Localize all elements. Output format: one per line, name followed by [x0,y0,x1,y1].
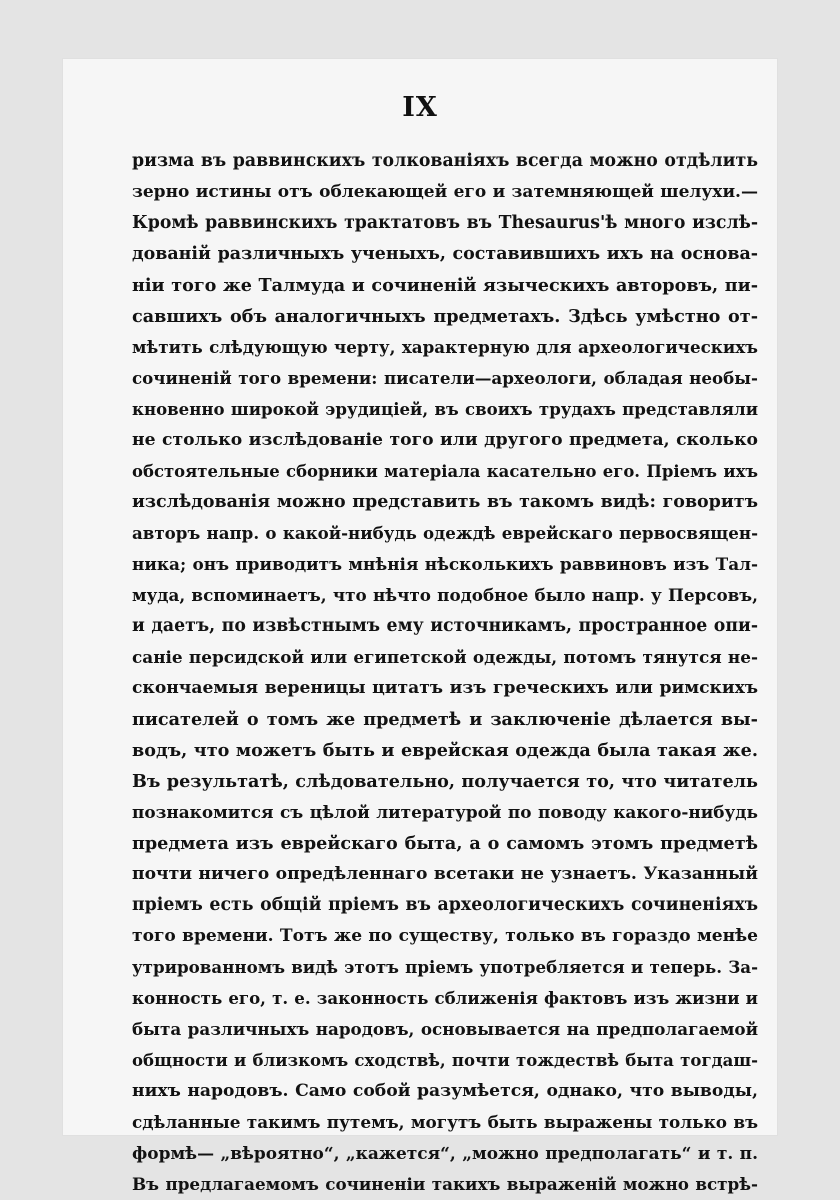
text-line: сдѣланные такимъ путемъ, могутъ быть выражены только въ [132,1112,758,1132]
text-line: ника; онъ приводитъ мнѣнія нѣсколькихъ раввиновъ изъ Тал- [132,554,758,574]
text-line: скончаемыя вереницы цитатъ изъ греческихъ или римскихъ [132,678,758,698]
text-line: мѣтить слѣдующую черту, характерную для археологическихъ [132,337,758,357]
text-line: того времени. Тотъ же по существу, только въ гораздо менѣе [132,926,758,946]
text-line: пріемъ есть общій пріемъ въ археологическихъ сочиненіяхъ [132,895,758,915]
text-line: ризма въ раввинскихъ толкованіяхъ всегда можно отдѣлить [132,151,758,171]
text-line: Въ результатѣ, слѣдовательно, получается то, что читатель [132,771,758,792]
text-line: кновенно широкой эрудиціей, въ своихъ трудахъ представляли [132,399,758,419]
text-line: быта различныхъ народовъ, основывается на предполагаемой [132,1019,758,1039]
text-line: сочиненій того времени: писатели—археологи, обладая необы- [132,368,758,388]
page-number: IX [402,92,438,123]
text-line: авторъ напр. о какой-нибудь одеждѣ еврейскаго первосвящен- [132,523,758,543]
text-line: не столько изслѣдованіе того или другого предмета, сколько [132,430,758,450]
text-line: и даетъ, по извѣстнымъ ему источникамъ, пространное опи- [132,616,758,636]
text-line: нихъ народовъ. Само собой разумѣется, однако, что выводы, [132,1081,758,1101]
text-line: изслѣдованія можно представить въ такомъ видѣ: говоритъ [132,492,758,512]
body-text [132,146,758,1200]
text-line: конность его, т. е. законность сближенія фактовъ изъ жизни и [132,988,758,1008]
text-line: зерно истины отъ облекающей его и затемняющей шелухи.— [132,182,758,202]
text-line: формѣ— „вѣроятно“, „кажется“, „можно предполагать“ и т. п. [132,1143,758,1163]
text-line: утрированномъ видѣ этотъ пріемъ употребляется и теперь. За- [132,957,758,977]
text-line: Въ предлагаемомъ сочиненіи такихъ выраженій можно встрѣ- [132,1174,758,1194]
text-line: общности и близкомъ сходствѣ, почти тождествѣ быта тогдаш- [132,1050,758,1070]
text-line: дованій различныхъ ученыхъ, составившихъ ихъ на основа- [132,244,758,264]
text-line: писателей о томъ же предметѣ и заключеніе дѣлается вы- [132,709,758,730]
text-line: предмета изъ еврейскаго быта, а о самомъ этомъ предметѣ [132,833,758,854]
text-line: савшихъ объ аналогичныхъ предметахъ. Здѣсь умѣстно от- [132,306,758,327]
text-line: познакомится съ цѣлой литературой по поводу какого-нибудь [132,802,758,822]
text-line: муда, вспоминаетъ, что нѣчто подобное было напр. у Персовъ, [132,585,758,605]
text-line: Кромѣ раввинскихъ трактатовъ въ Thesaurus'ѣ много изслѣ- [132,213,758,233]
text-line: водъ, что можетъ быть и еврейская одежда была такая же. [132,740,758,761]
text-line: ніи того же Талмуда и сочиненій языческихъ авторовъ, пи- [132,275,758,296]
text-line: саніе персидской или египетской одежды, потомъ тянутся не- [132,647,758,667]
text-line: обстоятельные сборники матеріала касательно его. Пріемъ ихъ [132,462,758,481]
text-line: почти ничего опредѣленнаго всетаки не узнаетъ. Указанный [132,864,758,884]
